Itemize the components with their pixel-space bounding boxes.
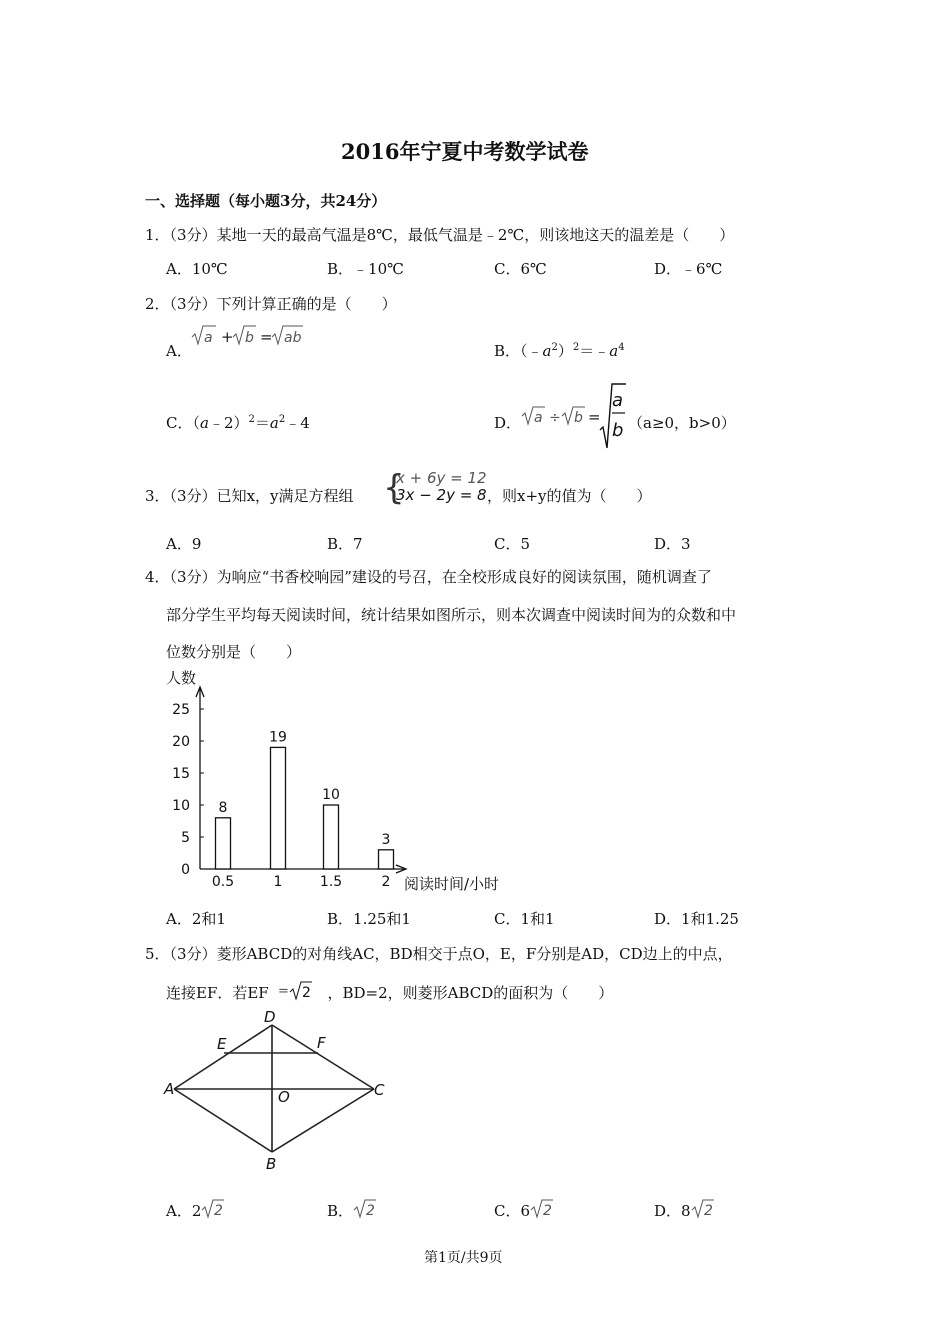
section-header: 一、选择题（每小题3分，共24分） [145,192,387,210]
q5-option-c-coef: 6 [520,1202,531,1220]
bar [271,747,286,869]
q2-option-c-label: C． [166,414,193,432]
q5-option-b [327,1198,377,1221]
svg-text:2: 2 [543,1203,552,1219]
svg-text:2: 2 [214,1203,224,1219]
q5-line2-post: ，BD=2，则菱形ABCD的面积为（ ） [327,984,614,1002]
q2-option-d-label: D． [494,414,522,432]
svg-text:2: 2 [301,985,311,1001]
question-text: 为响应“书香校响园”建设的号召，在全校形成良好的阅读氛围，随机调查了 [216,568,712,586]
q2-option-d-formula [520,380,630,452]
question-number: 5． [145,945,170,963]
page-footer: 第1页/共9页 [424,1250,503,1266]
question-text: 某地一天的最高气温是8℃，最低气温是﹣2℃，则该地这天的温差是（ ） [216,226,735,244]
q3-option-b: B．7 [327,535,363,553]
question-5-line-1 [145,943,733,964]
point-label-o: O [278,1088,290,1106]
reading-time-bar-chart [160,665,520,895]
q5-option-d-coef: 8 [681,1202,691,1220]
question-5-line-2 [166,980,613,1006]
point-label-d: D [264,1008,276,1026]
q3-option-c: C．5 [494,535,531,553]
svg-text:÷: ÷ [549,410,561,426]
question-text: 下列计算正确的是（ ） [216,295,397,313]
y-tick-label: 10 [172,798,190,814]
page-title: 2016年宁夏中考数学试卷 [341,139,589,164]
q1-option-a: A．10℃ [166,260,228,278]
point-label-a: A [164,1080,175,1098]
q2-option-a-label: A． [166,342,192,360]
question-number: 2． [145,295,170,313]
svg-text:a: a [534,410,543,426]
side-ba [174,1089,272,1152]
q3-option-d: D．3 [654,535,691,553]
q2-option-b: B．$(﹣a^2)^2=﹣a^4$ [494,342,625,360]
question-number: 3． [145,487,170,505]
question-3-stem-post: ，则x+y的值为（ ） [487,487,652,505]
chart-ylabel: 人数 [166,669,197,687]
question-text: 菱形ABCD的对角线AC，BD相交于点O，E，F分别是AD，CD边上的中点， [216,945,733,963]
point-label-e: E [217,1035,227,1053]
svg-text:b: b [612,420,624,441]
point-label-f: F [317,1034,326,1052]
q5-option-a-coef: 2 [191,1202,202,1220]
q5-option-d-label: D． [654,1202,682,1220]
svg-text:=: = [260,328,273,346]
bar-value-label: 10 [322,787,340,803]
question-4-line-3: 位数分别是（ ） [166,643,302,661]
svg-text:2: 2 [703,1203,713,1219]
q5-line2-pre: 连接EF．若EF [166,984,269,1002]
y-tick-label: 25 [172,702,190,718]
bar-value-label: 3 [381,831,391,848]
chart-xlabel: 阅读时间/小时 [404,875,500,893]
q4-option-a: A．2和1 [166,910,226,928]
q3-brace: { [383,468,405,508]
point-label-b: B [266,1155,277,1173]
bar [216,818,231,869]
y-tick-label: 0 [181,862,190,878]
question-4-line-2: 部分学生平均每天阅读时间，统计结果如图所示，则本次调查中阅读时间为的众数和中 [166,606,737,624]
svg-text:b: b [245,330,254,346]
q4-option-d: D．1和1.25 [654,910,739,928]
sqrt2-icon [201,1198,225,1220]
q2-option-b-label: B． [494,342,521,360]
point-label-c: C [374,1081,385,1099]
question-1-stem [145,224,734,245]
sqrt2-icon [691,1198,715,1220]
question-3-stem-pre [145,485,354,506]
svg-text:+: + [221,328,234,346]
bar [379,850,394,869]
question-2-stem [145,293,397,314]
x-tick-label: 1.5 [319,874,343,890]
q5-option-a [166,1198,225,1221]
svg-text:=: = [277,984,289,999]
question-number: 1． [145,226,170,244]
x-tick-label: 2 [381,874,391,890]
q2-option-c: C．$(a﹣2)^2=a^2﹣4$ [166,414,310,432]
question-score: （3分） [169,295,217,313]
sqrt2-formula [276,980,326,1006]
x-tick-label: 1 [273,874,283,890]
q1-option-b: B．﹣10℃ [327,260,404,278]
q1-option-c: C．6℃ [494,260,547,278]
q5-option-a-label: A． [166,1202,192,1220]
q5-option-c-label: C． [494,1202,521,1220]
y-tick-label: 20 [172,734,190,750]
q2-option-d-condition: （a≥0，b>0） [628,414,736,432]
bar-value-label: 8 [218,799,228,816]
q5-option-c [494,1198,554,1221]
q3-equation-2: 3x − 2y = 8 [396,486,487,504]
bar [324,805,339,869]
x-tick-label: 0.5 [211,874,235,890]
question-score: （3分） [169,568,217,586]
svg-text:b: b [574,410,583,426]
q3-option-a: A．9 [166,535,202,553]
question-score: （3分） [169,487,217,505]
rhombus-figure [160,1004,400,1176]
question-4-line-1 [145,566,712,587]
sqrt2-icon [353,1198,377,1220]
q5-option-d [654,1198,715,1221]
question-text: 已知x，y满足方程组 [216,487,354,505]
sqrt2-icon [530,1198,554,1220]
q4-option-b: B．1.25和1 [327,910,411,928]
q5-option-b-label: B． [327,1202,354,1220]
q4-option-c: C．1和1 [494,910,555,928]
q1-option-d: D．﹣6℃ [654,260,723,278]
question-score: （3分） [169,945,217,963]
question-number: 4． [145,568,170,586]
q3-equation-1: x + 6y = 12 [396,469,487,487]
question-score: （3分） [169,226,217,244]
svg-text:=: = [588,408,601,426]
svg-text:a: a [204,330,213,346]
q2-option-a-formula [190,322,305,350]
svg-text:a: a [612,390,624,411]
y-tick-label: 15 [172,766,190,782]
bar-value-label: 19 [269,729,287,746]
svg-text:2: 2 [366,1203,375,1219]
y-tick-label: 5 [181,830,190,846]
svg-text:ab: ab [284,330,302,346]
